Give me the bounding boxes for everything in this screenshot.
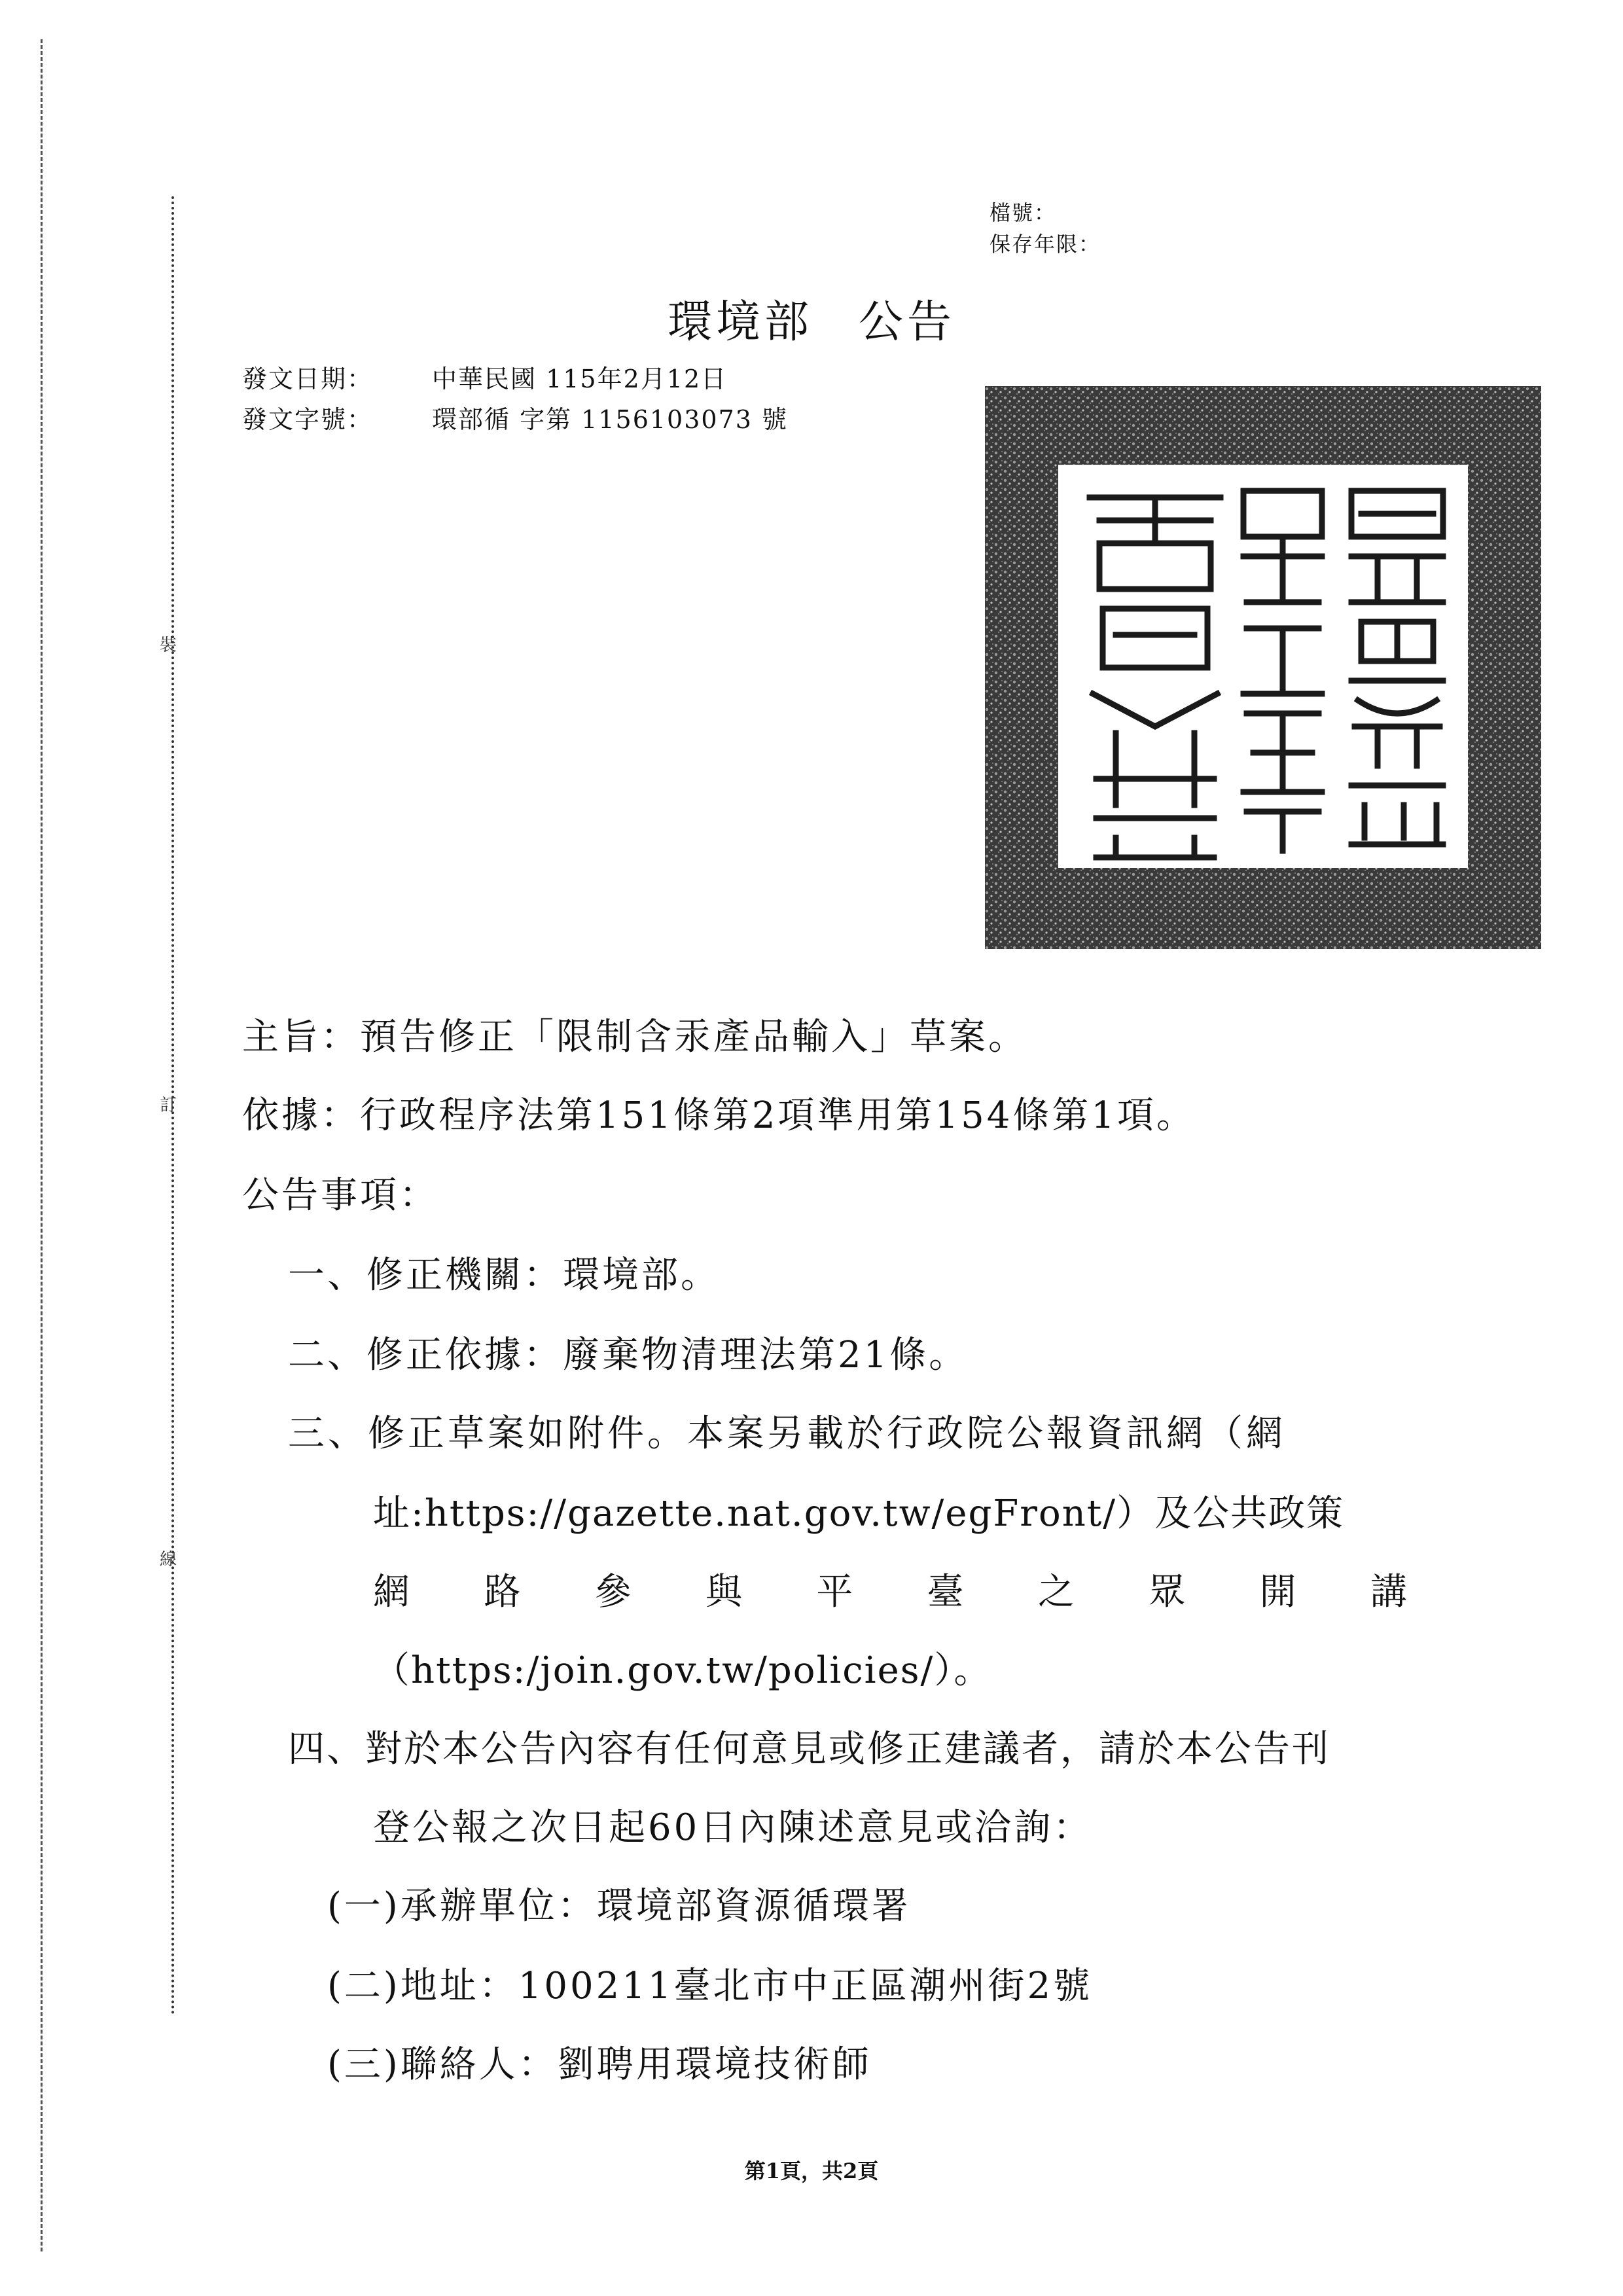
subject-line: 主旨：預告修正「限制含汞產品輸入」草案。	[242, 1016, 1027, 1058]
title-doc-type: 公告	[859, 296, 956, 348]
file-number-label: 檔號：	[990, 200, 1057, 225]
issue-reference-value: 環部循 字第 1156103073 號	[432, 405, 789, 434]
seal-text: 環境部印	[1258, 672, 1268, 675]
sub-item-1: (一)承辦單位：環境部資源循環署	[327, 1885, 911, 1928]
justified-char: 之	[1037, 1571, 1075, 1613]
issue-reference-label: 發文字號：	[242, 405, 374, 434]
items-heading: 公告事項：	[242, 1174, 438, 1217]
justified-char: 平	[816, 1571, 853, 1613]
item-4-line-2: 登公報之次日起60日內陳述意見或洽詢：	[373, 1806, 1093, 1849]
retention-label: 保存年限：	[990, 232, 1101, 257]
basis-line: 依據：行政程序法第151條第2項準用第154條第1項。	[242, 1094, 1196, 1137]
item-3-line-3	[373, 1563, 1407, 1615]
item-3-line-4: （https:/join.gov.tw/policies/）。	[373, 1649, 992, 1692]
item-1: 一、修正機關：環境部。	[288, 1254, 720, 1297]
sub-item-3: (三)聯絡人：劉聘用環境技術師	[327, 2043, 872, 2086]
binding-mark-xian: 線	[160, 1550, 177, 1570]
justified-char: 眾	[1149, 1571, 1186, 1613]
issue-reference	[242, 399, 788, 435]
item-4-line-1: 四、對於本公告內容有任何意見或修正建議者，請於本公告刊	[288, 1728, 1330, 1770]
title-agency: 環境部	[667, 296, 813, 348]
issue-date	[242, 359, 727, 395]
issue-date-label: 發文日期：	[242, 365, 374, 393]
sub-item-2: (二)地址：100211臺北市中正區潮州街2號	[327, 1965, 1093, 2007]
justified-char: 參	[594, 1571, 632, 1613]
binding-mark-zhuang: 裝	[160, 636, 177, 655]
item-2: 二、修正依據：廢棄物清理法第21條。	[288, 1334, 969, 1376]
outer-margin-line	[41, 39, 43, 2251]
page-number: 第1頁，共2頁	[744, 2159, 879, 2183]
justified-char: 路	[484, 1571, 521, 1613]
justified-char: 講	[1370, 1571, 1407, 1613]
official-seal	[985, 386, 1541, 949]
document-title	[0, 287, 1623, 350]
issue-date-value: 中華民國 115年2月12日	[432, 365, 728, 393]
justified-char: 與	[705, 1571, 742, 1613]
justified-char: 網	[373, 1571, 410, 1613]
item-3-line-1: 三、修正草案如附件。本案另載於行政院公報資訊網（網	[288, 1412, 1286, 1455]
justified-char: 臺	[927, 1571, 964, 1613]
binding-mark-ding: 訂	[160, 1096, 177, 1115]
justified-char: 開	[1259, 1571, 1296, 1613]
item-3-line-2: 址:https://gazette.nat.gov.tw/egFront/）及公共政策	[373, 1492, 1345, 1535]
